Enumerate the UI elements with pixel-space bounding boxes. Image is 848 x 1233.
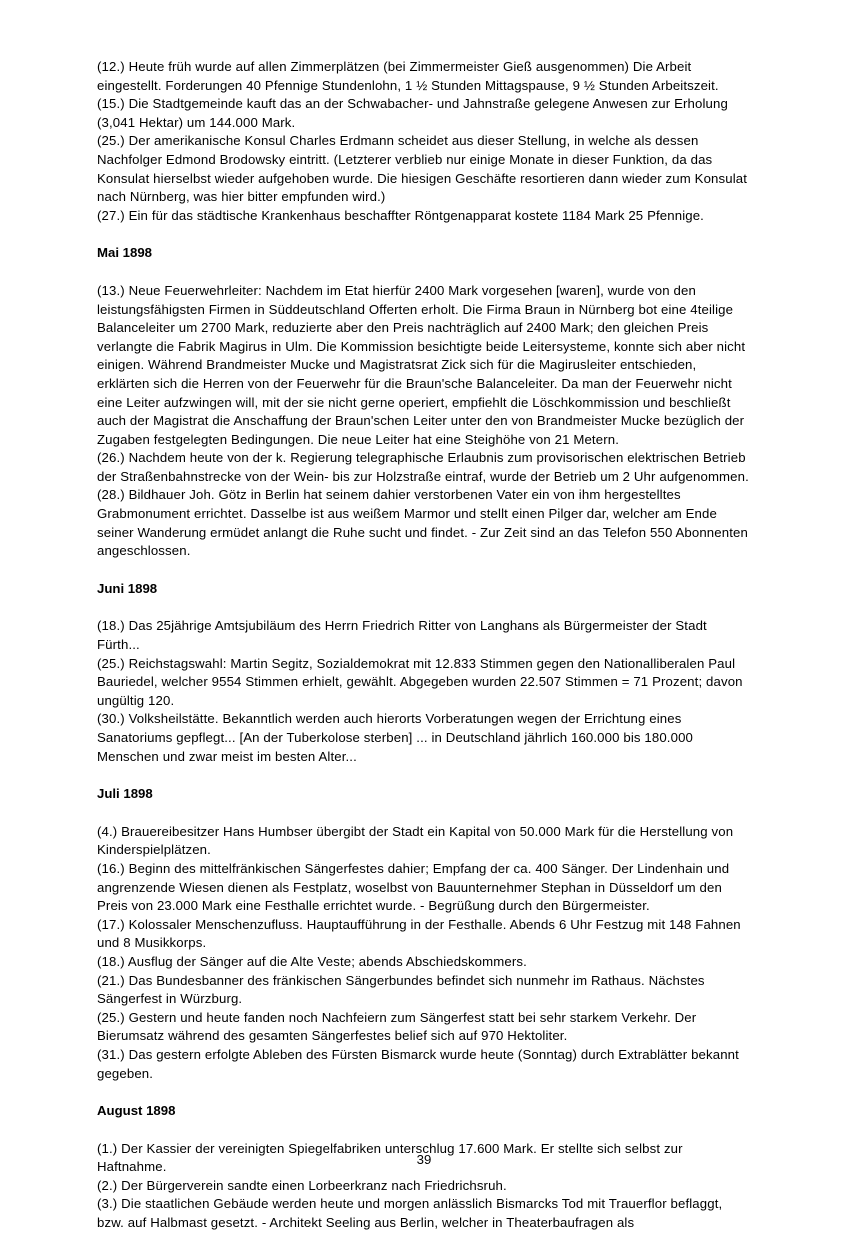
paragraph: (21.) Das Bundesbanner des fränkischen Sängerbundes befindet sich nunmehr im Rathaus. Nächstes Sängerfest in Würzburg. [97, 972, 705, 1007]
spacer [97, 561, 751, 580]
paragraph: (25.) Reichstagswahl: Martin Segitz, Sozialdemokrat mit 12.833 Stimmen gegen den Nationalliberalen Paul Bauriedel, welcher 9554 Stimmen erhielt, gewählt. Abgegeben wurden 22.507 Stimmen = 71 Prozent; davon ungültig 120. [97, 655, 743, 708]
section-heading-august-1898: August 1898 [97, 1103, 176, 1119]
paragraph: (25.) Gestern und heute fanden noch Nachfeiern zum Sängerfest statt bei sehr starkem Verkehr. Der Bierumsatz während des gesamten Sängerfestes belief sich auf 970 Hektoliter. [97, 1009, 697, 1044]
paragraph: (27.) Ein für das städtische Krankenhaus beschaffter Röntgenapparat kostete 1184 Mark 25 Pfennige. [97, 207, 704, 223]
document-section [97, 282, 751, 561]
spacer [97, 1083, 751, 1102]
paragraph: (4.) Brauereibesitzer Hans Humbser übergibt der Stadt ein Kapital von 50.000 Mark für die Herstellung von Kinderspielplätzen. [97, 823, 734, 858]
paragraph: (12.) Heute früh wurde auf allen Zimmerplätzen (bei Zimmermeister Gieß ausgenommen) Die Arbeit eingestellt. Forderungen 40 Pfennige Stundenlohn, 1 ½ Stunden Mittagspause, 9 ½ Stunden Arbeitszeit. [97, 59, 719, 93]
section-heading-juni-1898: Juni 1898 [97, 580, 158, 596]
paragraph: (28.) Bildhauer Joh. Götz in Berlin hat seinem dahier verstorbenen Vater ein von ihm hergestelltes Grabmonument errichtet. Dasselbe ist aus weißem Marmor und stellt einen Pilger dar, welcher am Ende seiner Wanderung ermüdet anlangt die Ruhe sucht und findet. - Zur Zeit sind an das Telefon 550 Abonnenten angeschlossen. [97, 487, 748, 559]
page-number: 39 [416, 1152, 432, 1167]
paragraph: (25.) Der amerikanische Konsul Charles Erdmann scheidet aus dieser Stellung, in welche als dessen Nachfolger Edmond Brodowsky eintritt. (Letzterer verblieb nur einige Monate in dieser Funktion, da das Konsulat hierselbst wieder aufgehoben wurde. Die hiesigen Geschäfte resortieren dann wieder zum Konsulat nach Nürnberg, was hier bitter empfunden wird.) [97, 133, 748, 205]
spacer [97, 1121, 751, 1140]
paragraph: (13.) Neue Feuerwehrleiter: Nachdem im Etat hierfür 2400 Mark vorgesehen [waren], wurde von den leistungsfähigsten Firmen in Süddeutschland Offerten erholt. Die Firma Braun in Nürnberg bot eine 4teilige Balanceleiter um 2700 Mark, reduzierte aber den Preis nachträglich auf 2400 Mark; den gleichen Preis verlangte die Fabrik Magirus in Ulm. Die Kommission besichtigte beide Leitersysteme, konnte sich aber nicht einigen. Während Brandmeister Mucke und Magistratsrat Zick sich für die Magirusleiter entschieden, erklärten sich die Herren von der Feuerwehr für die Braun'sche Balanceleiter. Da man der Feuerwehr nicht eine Leiter aufzwingen will, mit der sie nicht gerne operiert, empfiehlt die Löschkommission und beschließt auch der Magistrat die Anschaffung der Braun'schen Leiter unter den von Brandmeister Mucke bezüglich der Zugaben festgelegten Bedingungen. Die neue Leiter hat eine Steighöhe von 21 Metern. [97, 282, 746, 447]
paragraph: (3.) Die staatlichen Gebäude werden heute und morgen anlässlich Bismarcks Tod mit Trauerflor beflaggt, bzw. auf Halbmast gesetzt. - Architekt Seeling aus Berlin, welcher in Theaterbaufragen als [97, 1196, 723, 1231]
paragraph: (17.) Kolossaler Menschenzufluss. Hauptaufführung in der Festhalle. Abends 6 Uhr Festzug mit 148 Fahnen und 8 Musikkorps. [97, 916, 741, 951]
spacer [97, 804, 751, 823]
spacer [97, 225, 751, 244]
paragraph: (31.) Das gestern erfolgte Ableben des Fürsten Bismarck wurde heute (Sonntag) durch Extrablätter bekannt gegeben. [97, 1046, 739, 1081]
paragraph: (30.) Volksheilstätte. Bekanntlich werden auch hierorts Vorberatungen wegen der Errichtung eines Sanatoriums gepflegt... [An der Tuberkolose sterben] ... in Deutschland jährlich 160.000 bis 180.000 Menschen und zwar meist im besten Alter... [97, 711, 694, 764]
document-section [97, 617, 751, 766]
document-section [97, 58, 751, 225]
paragraph: (1.) Der Kassier der vereinigten Spiegelfabriken unterschlug 17.600 Mark. Er stellte sich selbst zur Haftnahme. [97, 1140, 683, 1175]
spacer [97, 263, 751, 282]
section-heading-mai-1898: Mai 1898 [97, 245, 152, 261]
spacer [97, 598, 751, 617]
document-section [97, 823, 751, 1083]
spacer [97, 766, 751, 785]
paragraph: (15.) Die Stadtgemeinde kauft das an der Schwabacher- und Jahnstraße gelegene Anwesen zur Erholung (3,041 Hektar) um 144.000 Mark. [97, 96, 728, 130]
paragraph: (26.) Nachdem heute von der k. Regierung telegraphische Erlaubnis zum provisorischen elektrischen Betrieb der Straßenbahnstrecke von der Wein- bis zur Holzstraße eintraf, wurde der Betrieb um 2 Uhr aufgenommen. [97, 450, 749, 484]
paragraph: (16.) Beginn des mittelfränkischen Sängerfestes dahier; Empfang der ca. 400 Sänger. Der Lindenhain und angrenzende Wiesen dienen als Festplatz, woselbst von Bauunternehmer Stephan in Düsseldorf um den Preis von 23.000 Mark eine Festhalle errichtet wurde. - Begrüßung durch den Bürgermeister. [97, 860, 730, 914]
paragraph: (18.) Das 25jährige Amtsjubiläum des Herrn Friedrich Ritter von Langhans als Bürgermeister der Stadt Fürth... [97, 618, 707, 653]
paragraph: (18.) Ausflug der Sänger auf die Alte Veste; abends Abschiedskommers. [97, 953, 527, 969]
paragraph: (2.) Der Bürgerverein sandte einen Lorbeerkranz nach Friedrichsruh. [97, 1177, 507, 1193]
section-heading-juli-1898: Juli 1898 [97, 786, 153, 802]
document-body [97, 58, 751, 1233]
